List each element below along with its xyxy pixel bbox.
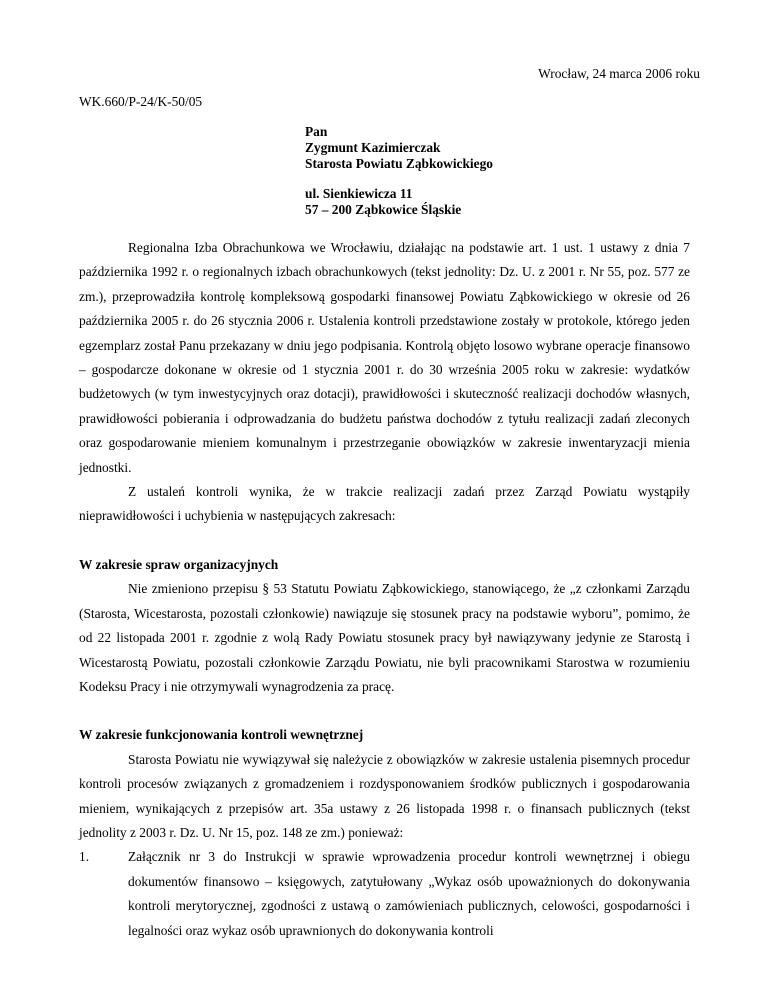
recipient-name: Zygmunt Kazimierczak bbox=[305, 140, 441, 155]
recipient-block bbox=[305, 124, 493, 218]
list-item bbox=[79, 845, 690, 943]
letter-body bbox=[79, 236, 690, 943]
list-item-number: 1. bbox=[79, 849, 90, 865]
recipient-salutation: Pan bbox=[305, 124, 328, 139]
recipient-street: ul. Sienkiewicza 11 bbox=[305, 186, 413, 201]
section-heading-organizational: W zakresie spraw organizacyjnych bbox=[79, 556, 279, 572]
section-text-organizational: Nie zmieniono przepisu § 53 Statutu Powiatu Ząbkowickiego, stanowiącego, że „z członkami Zarządu (Starosta, Wicestarosta, pozostali członkowie) nawiązuje się stosunek pracy na podstawie wyboru”, pomimo, że od 22 listopada 2001 r. zgodnie z wolą Rady Powiatu stosunek pracy był nawiązywany jedynie ze Starostą i Wicestarostą Powiatu, pozostali członkowie Zarządu Powiatu, nie byli pracownikami Starostwa w rozumieniu Kodeksu Pracy i nie otrzymywali wynagrodzenia za pracę. bbox=[79, 581, 690, 694]
recipient-title: Starosta Powiatu Ząbkowickiego bbox=[305, 156, 493, 171]
letter-date: Wrocław, 24 marca 2006 roku bbox=[538, 66, 700, 81]
list-item-text: Załącznik nr 3 do Instrukcji w sprawie wprowadzenia procedur kontroli wewnętrznej i obiegu dokumentów finansowo – księgowych, zatytułowany „Wykaz osób upoważnionych do dokonywania kontroli merytorycznej, zgodności z ustawą o zamówieniach publicznych, celowości, gospodarności i legalności oraz wykaz osób uprawnionych do dokonywania kontroli bbox=[128, 849, 690, 938]
section-heading-internal-control: W zakresie funkcjonowania kontroli wewnętrznej bbox=[79, 727, 364, 743]
findings-paragraph: Z ustaleń kontroli wynika, że w trakcie realizacji zadań przez Zarząd Powiatu wystąpiły nieprawidłowości i uchybienia w następujących zakresach: bbox=[79, 484, 690, 524]
intro-paragraph: Regionalna Izba Obrachunkowa we Wrocławiu, działając na podstawie art. 1 ust. 1 ustawy z dnia 7 października 1992 r. o regionalnych izbach obrachunkowych (tekst jednolity: Dz. U. z 2001 r. Nr 55, poz. 577 ze zm.), przeprowadziła kontrolę kompleksową gospodarki finansowej Powiatu Ząbkowickiego w okresie od 26 października 2005 r. do 26 stycznia 2006 r. Ustalenia kontroli przedstawione zostały w protokole, którego jeden egzemplarz został Panu przekazany w dniu jego podpisania. Kontrolą objęto losowo wybrane operacje finansowo – gospodarcze dokonane w okresie od 1 stycznia 2001 r. do 30 września 2005 roku w zakresie: wydatków budżetowych (w tym inwestycyjnych oraz dotacji), prawidłowości i skuteczność realizacji dochodów własnych, prawidłowości pobierania i odprowadzania do budżetu państwa dochodów z tytułu realizacji zadań zleconych oraz gospodarowanie mieniem komunalnym i przestrzeganie obowiązków w zakresie inwentaryzacji mienia jednostki. bbox=[79, 240, 690, 475]
recipient-city: 57 – 200 Ząbkowice Śląskie bbox=[305, 202, 462, 217]
reference-number: WK.660/P-24/K-50/05 bbox=[79, 94, 203, 109]
section-text-internal-control: Starosta Powiatu nie wywiązywał się należycie z obowiązków w zakresie ustalenia pisemnych procedur kontroli procesów związanych z gromadzeniem i rozdysponowaniem środków publicznych i gospodarowania mieniem, wynikających z przepisów art. 35a ustawy z 26 listopada 1998 r. o finansach publicznych (tekst jednolity z 2003 r. Dz. U. Nr 15, poz. 148 ze zm.) ponieważ: bbox=[79, 751, 690, 840]
